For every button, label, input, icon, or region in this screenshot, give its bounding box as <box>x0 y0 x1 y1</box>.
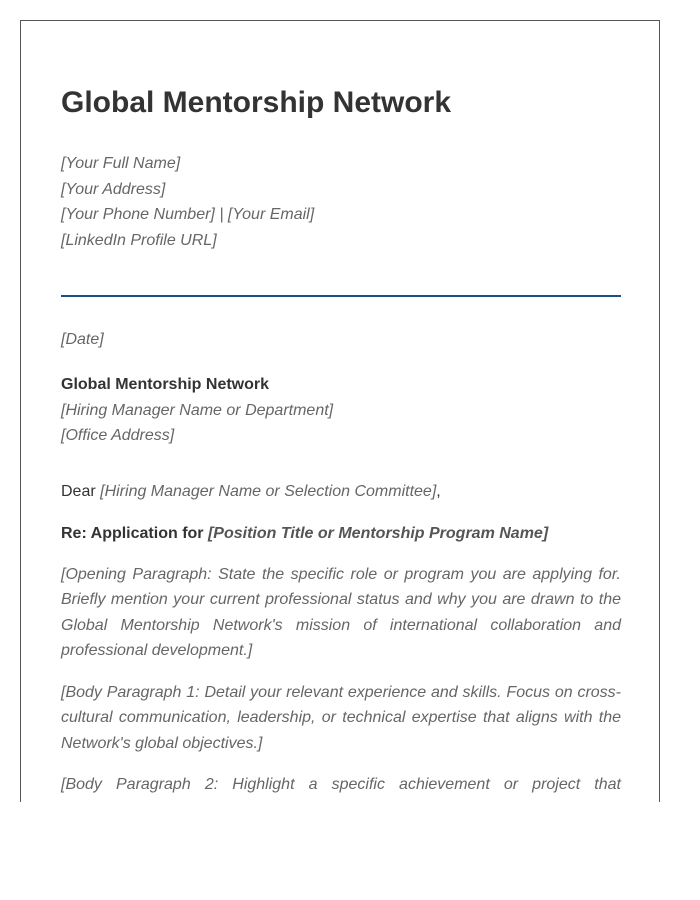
letter-date: [Date] <box>61 331 104 348</box>
recipient-organization: Global Mentorship Network <box>61 376 270 393</box>
recipient-block <box>61 372 621 449</box>
sender-linkedin: [LinkedIn Profile URL] <box>61 231 217 249</box>
letter-content <box>61 83 621 798</box>
sender-full-name: [Your Full Name] <box>61 155 181 172</box>
re-position: [Position Title or Mentorship Program Name] <box>207 524 549 542</box>
sender-address: [Your Address] <box>61 180 166 198</box>
sender-phone: [Your Phone Number] <box>61 206 215 223</box>
salutation-suffix: , <box>436 482 441 500</box>
recipient-contact: [Hiring Manager Name or Department] <box>61 401 334 419</box>
re-prefix: Re: Application for <box>61 524 208 542</box>
sender-email: [Your Email] <box>227 206 315 223</box>
body-paragraph-1: [Body Paragraph 1: Detail your relevant experience and skills. Focus on cross-cultural communication, leadership, or technical expertise that aligns with the Network's global objectives.] <box>61 683 621 752</box>
body-paragraph-2: [Body Paragraph 2: Highlight a specific achievement or project that <box>61 776 621 793</box>
opening-paragraph: [Opening Paragraph: State the specific role or program you are applying for. Briefly mention your current professional status and why you are drawn to the Global Mentorship Network's mission of international collaboration and professional development.] <box>61 565 621 659</box>
page-title: Global Mentorship Network <box>61 86 452 119</box>
letter-page <box>20 20 660 802</box>
header-divider <box>61 295 621 297</box>
sender-separator: | <box>214 206 228 223</box>
sender-contact-block <box>61 151 621 253</box>
re-line <box>61 521 621 546</box>
salutation <box>61 479 621 504</box>
sender-phone-email-line <box>61 202 621 228</box>
salutation-name: [Hiring Manager Name or Selection Committee] <box>100 482 437 500</box>
salutation-prefix: Dear <box>61 482 101 500</box>
recipient-office-address: [Office Address] <box>61 427 175 444</box>
